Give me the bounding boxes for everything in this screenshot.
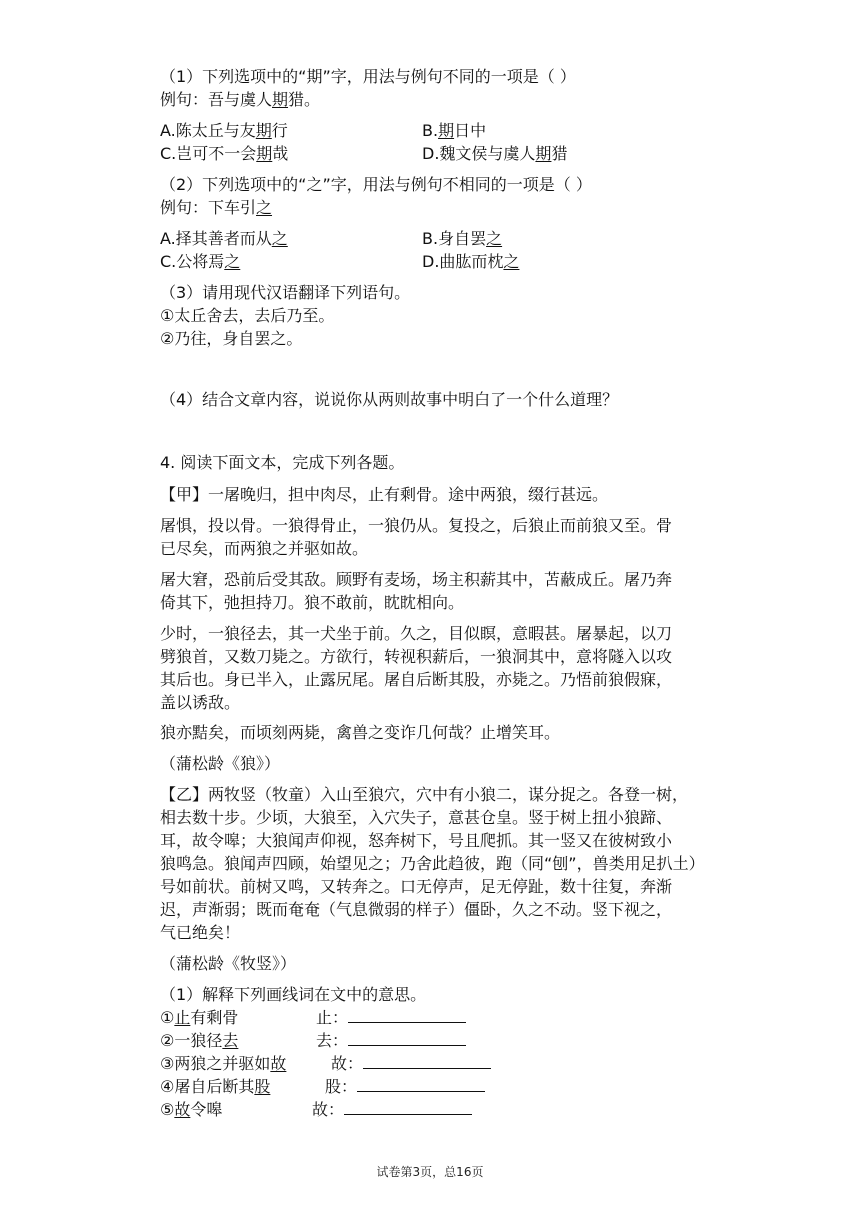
jia-paragraph-4-line-3: 其后也。身已半入，止露尻尾。屠自后断其股，亦毙之。乃悟前狼假寐，: [160, 670, 673, 689]
jia-paragraph-3-line-2: 倚其下，弛担持刀。狼不敢前，眈眈相向。: [160, 593, 465, 612]
q3-sub4-title: （4）结合文章内容，说说你从两则故事中明白了一个什么道理？: [160, 390, 619, 409]
q3-sub2-option-c: C.公将焉之: [160, 252, 241, 271]
answer-blank[interactable]: [348, 1008, 466, 1023]
word-item-1-answer[interactable]: 止：: [316, 1007, 466, 1029]
word-item-5: ⑤故令嗥: [160, 1100, 223, 1119]
q3-sub2-example: 例句：下车引之: [160, 198, 273, 217]
q3-sub1-example: 例句：吾与虞人期猎。: [160, 90, 321, 109]
q3-sub3-item1: ①太丘舍去，去后乃至。: [160, 306, 335, 325]
q4-sub1-title: （1）解释下列画线词在文中的意思。: [160, 985, 427, 1004]
word-item-2: ②一狼径去: [160, 1031, 239, 1050]
yi-source: （蒲松龄《牧竖》）: [160, 954, 297, 973]
yi-line-7: 气已绝矣！: [160, 923, 241, 942]
word-item-3: ③两狼之并驱如故: [160, 1054, 287, 1073]
answer-blank[interactable]: [348, 1031, 466, 1046]
word-item-3-answer[interactable]: 故：: [331, 1053, 491, 1075]
q3-option-c: C.岂可不一会期哉: [160, 144, 289, 163]
jia-paragraph-3-line-1: 屠大窘，恐前后受其敌。顾野有麦场，场主积薪其中，苫蔽成丘。屠乃奔: [160, 570, 673, 589]
answer-blank[interactable]: [363, 1054, 491, 1069]
yi-line-4: 狼鸣急。狼闻声四顾，始望见之；乃舍此趋彼，跑（同“刨”，兽类用足扒土）: [160, 854, 705, 873]
q3-sub2-option-d: D.曲肱而枕之: [422, 252, 520, 271]
word-item-1: ①止有剩骨: [160, 1008, 239, 1027]
word-item-4: ④屠自后断其股: [160, 1077, 271, 1096]
jia-paragraph-5: 狼亦黠矣，而顷刻两毙，禽兽之变诈几何哉？止增笑耳。: [160, 723, 561, 742]
jia-paragraph-1: 【甲】一屠晚归，担中肉尽，止有剩骨。途中两狼，缀行甚远。: [160, 485, 609, 504]
q3-option-b: B.期日中: [422, 121, 487, 140]
page-footer: 试卷第3页，总16页: [376, 1165, 484, 1179]
jia-paragraph-4-line-4: 盖以诱敌。: [160, 693, 241, 712]
answer-blank[interactable]: [344, 1100, 472, 1115]
yi-line-2: 相去数十步。少顷，大狼至，入穴失子，意甚仓皇。竖于树上扭小狼蹄、: [160, 808, 673, 827]
jia-paragraph-4-line-1: 少时，一狼径去，其一犬坐于前。久之，目似瞑，意暇甚。屠暴起，以刀: [160, 624, 673, 643]
q3-option-a: A.陈太丘与友期行: [160, 121, 288, 140]
jia-paragraph-2-line-1: 屠惧，投以骨。一狼得骨止，一狼仍从。复投之，后狼止而前狼又至。骨: [160, 516, 673, 535]
word-item-2-answer[interactable]: 去：: [316, 1030, 466, 1052]
jia-source: （蒲松龄《狼》）: [160, 754, 281, 773]
q3-sub3-item2: ②乃往，身自罢之。: [160, 329, 303, 348]
yi-line-6: 迟，声渐弱；既而奄奄（气息微弱的样子）僵卧，久之不动。竖下视之，: [160, 900, 673, 919]
q3-option-d: D.魏文侯与虞人期猎: [422, 144, 568, 163]
yi-line-5: 号如前状。前树又鸣，又转奔之。口无停声，足无停趾，数十往复，奔渐: [160, 877, 673, 896]
yi-line-3: 耳，故令嗥；大狼闻声仰视，怒奔树下，号且爬抓。其一竖又在彼树致小: [160, 831, 673, 850]
q3-sub2-option-b: B.身自罢之: [422, 229, 503, 248]
yi-line-1: 【乙】两牧竖（牧童）入山至狼穴，穴中有小狼二，谋分捉之。各登一树，: [160, 785, 689, 804]
jia-paragraph-4-line-2: 劈狼首，又数刀毙之。方欲行，转视积薪后，一狼洞其中，意将隧入以攻: [160, 647, 673, 666]
word-item-4-answer[interactable]: 股：: [325, 1076, 485, 1098]
q3-sub2-option-a: A.择其善者而从之: [160, 229, 288, 248]
answer-blank[interactable]: [357, 1077, 485, 1092]
q4-title: 4. 阅读下面文本，完成下列各题。: [160, 453, 405, 472]
q3-sub1-title: （1）下列选项中的“期”字，用法与例句不同的一项是（ ）: [160, 67, 576, 86]
word-item-5-answer[interactable]: 故：: [312, 1099, 472, 1121]
q3-sub3-title: （3）请用现代汉语翻译下列语句。: [160, 283, 411, 302]
q3-sub2-title: （2）下列选项中的“之”字，用法与例句不相同的一项是（ ）: [160, 175, 592, 194]
jia-paragraph-2-line-2: 已尽矣，而两狼之并驱如故。: [160, 539, 369, 558]
